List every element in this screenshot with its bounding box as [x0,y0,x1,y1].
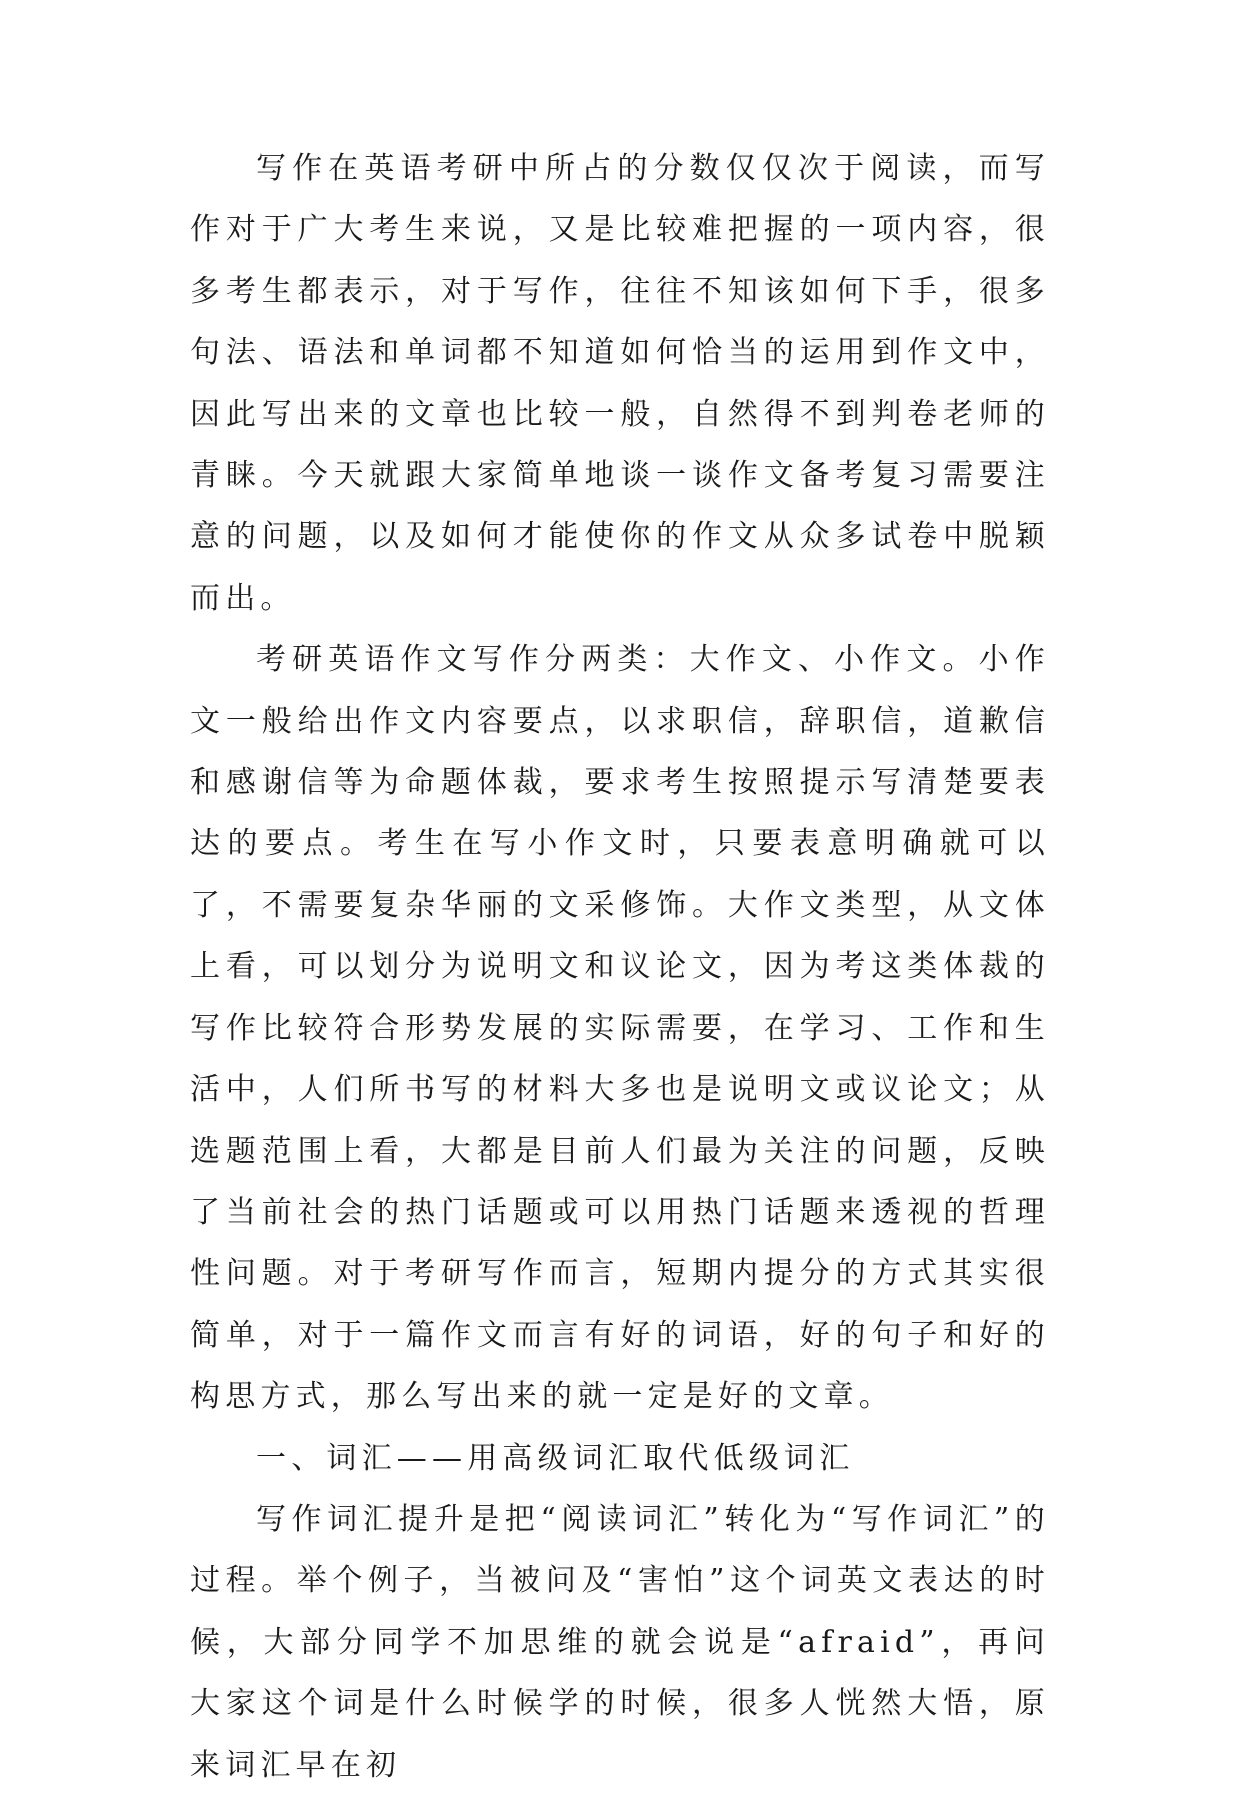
paragraph-vocabulary: 写作词汇提升是把“阅读词汇”转化为“写作词汇”的过程。举个例子，当被问及“害怕”这个词英文表达的时候，大部分同学不加思维的就会说是“afraid”，再问大家这个词是什么时候学的时候，很多人恍然大悟，原来词汇早在初 [190,1501,1050,1783]
paragraph-essay-types: 考研英语作文写作分两类：大作文、小作文。小作文一般给出作文内容要点，以求职信，辞职信，道歉信和感谢信等为命题体裁，要求考生按照提示写清楚要表达的要点。考生在写小作文时，只要表意明确就可以了，不需要复杂华丽的文采修饰。大作文类型，从文体上看，可以划分为说明文和议论文，因为考这类体裁的写作比较符合形势发展的实际需要，在学习、工作和生活中，人们所书写的材料大多也是说明文或议论文；从选题范围上看，大都是目前人们最为关注的问题，反映了当前社会的热门话题或可以用热门话题来透视的哲理性问题。对于考研写作而言，短期内提分的方式其实很简单，对于一篇作文而言有好的词语，好的句子和好的构思方式，那么写出来的就一定是好的文章。 [190,642,1050,1415]
section-heading-vocabulary: 一、词汇——用高级词汇取代低级词汇 [256,1440,855,1476]
paragraph-intro: 写作在英语考研中所占的分数仅仅次于阅读，而写作对于广大考生来说，又是比较难把握的一项内容，很多考生都表示，对于写作，往往不知该如何下手，很多句法、语法和单词都不知道如何恰当的运用到作文中，因此写出来的文章也比较一般，自然得不到判卷老师的青睐。今天就跟大家简单地谈一谈作文备考复习需要注意的问题，以及如何才能使你的作文从众多试卷中脱颖而出。 [190,151,1050,616]
document-body [190,138,1050,1796]
